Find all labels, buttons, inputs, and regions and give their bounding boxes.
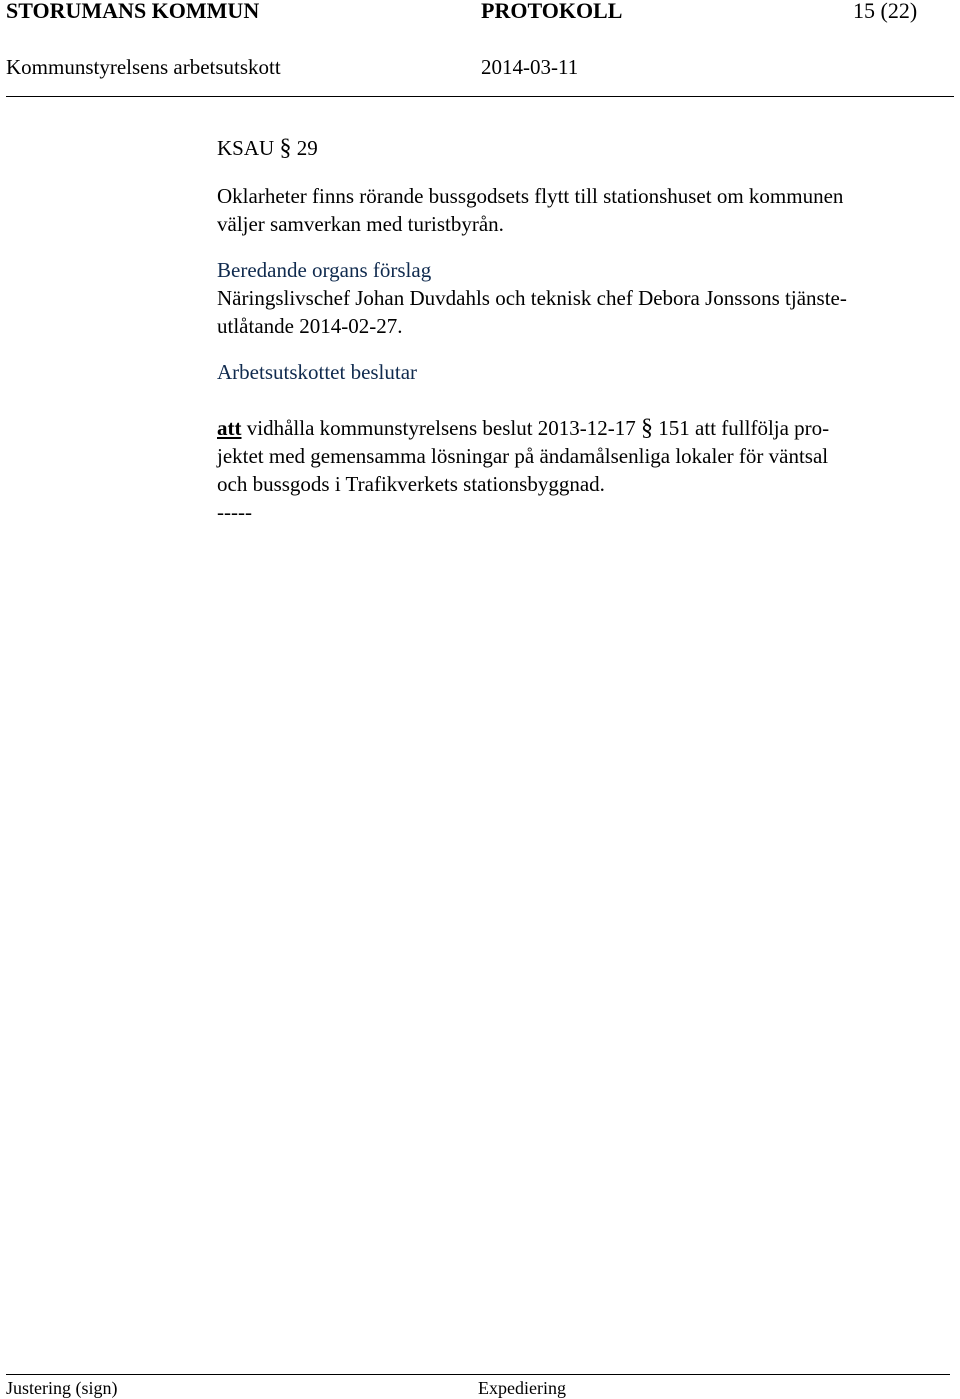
decision-line-1-part-a: vidhålla kommunstyrelsens beslut 2013-12-17 (241, 416, 642, 440)
proposal-line-1: Näringslivschef Johan Duvdahls och teknisk chef Debora Jonssons tjänste- (217, 286, 847, 310)
footer-divider (6, 1374, 950, 1375)
intro-line-1: Oklarheter finns rörande bussgodsets flytt till stationshuset om kommunen (217, 184, 844, 208)
section-prefix: KSAU (217, 136, 275, 160)
proposal-heading: Beredande organs förslag (217, 258, 432, 282)
decision-heading: Arbetsutskottet beslutar (217, 360, 418, 384)
protocol-content (217, 134, 937, 526)
meeting-date: 2014-03-11 (481, 55, 579, 79)
section-number: 29 (296, 136, 318, 160)
header-divider (6, 96, 954, 97)
decision-line-3: och bussgods i Trafikverkets stationsbyggnad. (217, 472, 605, 496)
page-indicator: 15 (22) (853, 0, 918, 23)
intro-line-2: väljer samverkan med turistbyrån. (217, 212, 504, 236)
committee-name: Kommunstyrelsens arbetsutskott (6, 55, 281, 79)
decision-line-1 (217, 414, 937, 442)
document-type: PROTOKOLL (481, 0, 623, 23)
signature-label: Justering (sign) (6, 1378, 118, 1398)
proposal-line-2: utlåtande 2014-02-27. (217, 314, 403, 338)
end-marker: ----- (217, 500, 252, 524)
section-identifier (217, 134, 937, 162)
dispatch-label: Expediering (478, 1378, 566, 1398)
decision-line-2: jektet med gemensamma lösningar på ändamålsenliga lokaler för väntsal (217, 444, 829, 468)
att-keyword: att (217, 416, 242, 440)
section-symbol: § (279, 135, 292, 161)
decision-section-symbol: § (641, 415, 654, 441)
organization-name: STORUMANS KOMMUN (6, 0, 260, 23)
decision-line-1-part-b: 151 att fullfölja pro- (653, 416, 830, 440)
